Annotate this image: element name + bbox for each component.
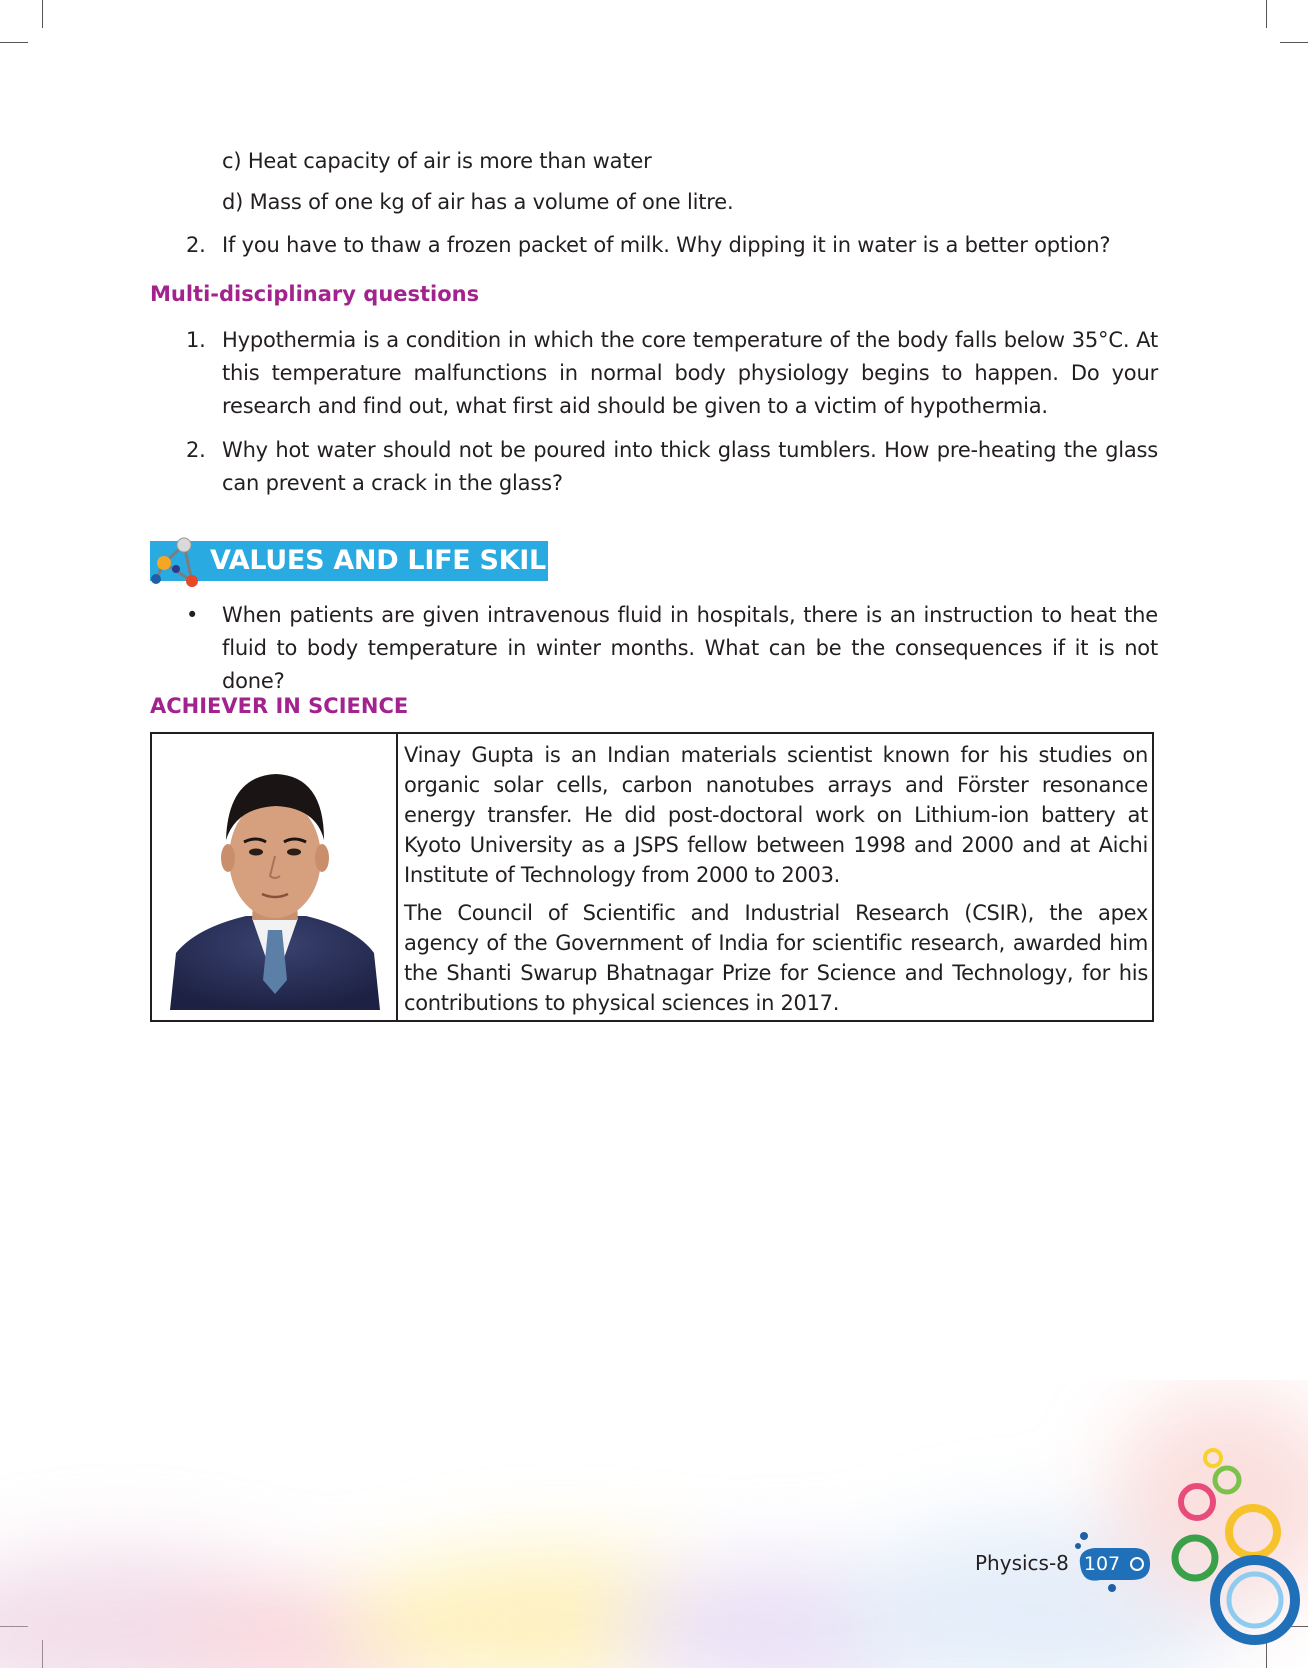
question-text: If you have to thaw a frozen packet of milk. Why dipping it in water is a better option?: [222, 233, 1111, 257]
bio-paragraph: Vinay Gupta is an Indian materials scientist known for his studies on organic solar cells, carbon nanotubes arrays and Förster resonance energy transfer. He did post-doctoral work on Lithium-ion battery at Kyoto University as a JSPS fellow between 1998 and 2000 and at Aichi Institute of Technology from 2000 to 2003.: [404, 743, 1148, 887]
crop-mark: [0, 42, 28, 43]
page-number: 107: [1083, 1553, 1121, 1575]
section-heading-multidisciplinary: Multi-disciplinary questions: [150, 282, 480, 306]
achiever-box: [150, 732, 1154, 1022]
question-number: 2.: [186, 438, 206, 462]
crop-mark: [1280, 42, 1308, 43]
crop-mark: [42, 0, 43, 28]
option-c: c) Heat capacity of air is more than water: [222, 149, 652, 173]
watercolor-background: [0, 1380, 1308, 1668]
column-divider: [396, 734, 398, 1020]
question-number: 1.: [186, 328, 206, 352]
decorative-rings: [1155, 1440, 1308, 1668]
crop-mark: [1266, 0, 1267, 28]
bullet: •: [186, 603, 199, 627]
bio-paragraph: The Council of Scientific and Industrial Research (CSIR), the apex agency of the Government of India for scientific research, awarded him the Shanti Swarup Bhatnagar Prize for Science and Technology, for his contributions to physical sciences in 2017.: [404, 901, 1148, 1015]
section-heading-achiever: ACHIEVER IN SCIENCE: [150, 694, 409, 718]
book-label: Physics-8: [975, 1551, 1069, 1575]
question-text: Why hot water should not be poured into thick glass tumblers. How pre-heating the glass can prevent a crack in the glass?: [222, 438, 1158, 495]
scientist-portrait: [166, 748, 384, 1010]
section-heading-values: VALUES AND LIFE SKILLS: [210, 545, 582, 576]
values-text: When patients are given intravenous fluid in hospitals, there is an instruction to heat the fluid to body temperature in winter months. What can be the consequences if it is not done?: [222, 603, 1158, 693]
achiever-bio: [404, 740, 1148, 1026]
option-d: d) Mass of one kg of air has a volume of one litre.: [222, 190, 734, 214]
question-text: Hypothermia is a condition in which the core temperature of the body falls below 35°C. At this temperature malfunctions in normal body physiology begins to happen. Do your research and find out, what first aid should be given to a victim of hypothermia.: [222, 328, 1158, 418]
molecule-icon: [148, 533, 210, 589]
question-number: 2.: [186, 233, 206, 257]
